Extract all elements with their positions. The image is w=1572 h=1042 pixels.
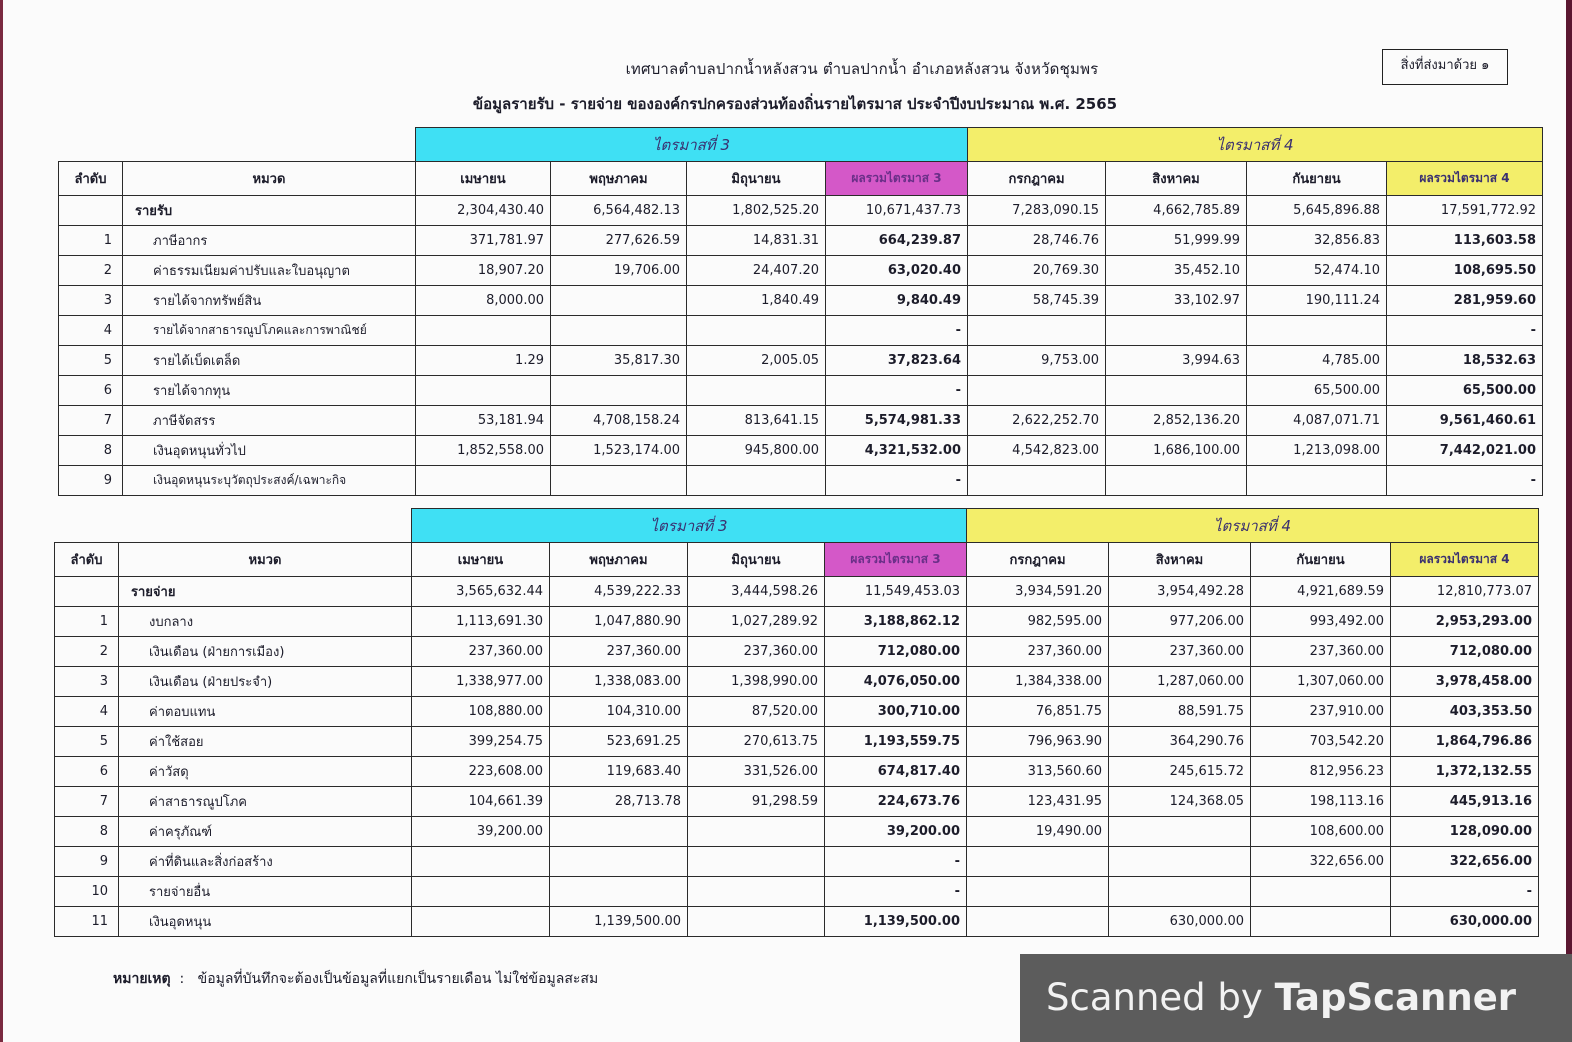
value-cell — [967, 847, 1109, 877]
value-cell: 28,713.78 — [550, 787, 688, 817]
col-header-category: หมวด — [123, 162, 416, 196]
value-cell: 313,560.60 — [967, 757, 1109, 787]
value-cell — [1106, 316, 1247, 346]
value-cell: 108,600.00 — [1251, 817, 1391, 847]
col-header-month: เมษายน — [416, 162, 551, 196]
income-total-row — [59, 196, 1543, 226]
value-cell: 630,000.00 — [1391, 907, 1539, 937]
value-cell: 2,852,136.20 — [1106, 406, 1247, 436]
value-cell — [412, 847, 550, 877]
value-cell: 399,254.75 — [412, 727, 550, 757]
col-header-no: ลำดับ — [59, 162, 123, 196]
col-header-month: กรกฎาคม — [968, 162, 1106, 196]
table-row — [55, 877, 1539, 907]
value-cell: 270,613.75 — [688, 727, 825, 757]
col-header-q4-total: ผลรวมไตรมาส 4 — [1387, 162, 1543, 196]
value-cell: 1,852,558.00 — [416, 436, 551, 466]
value-cell: - — [825, 877, 967, 907]
table-row — [55, 637, 1539, 667]
value-cell — [1247, 316, 1387, 346]
row-number: 3 — [55, 667, 119, 697]
value-cell: 237,910.00 — [1251, 697, 1391, 727]
value-cell: 124,368.05 — [1109, 787, 1251, 817]
table-row — [59, 436, 1543, 466]
value-cell: 9,840.49 — [826, 286, 968, 316]
row-number: 2 — [59, 256, 123, 286]
income-q4-header: ไตรมาสที่ 4 — [968, 128, 1543, 162]
value-cell: 1,113,691.30 — [412, 607, 550, 637]
col-header-no: ลำดับ — [55, 543, 119, 577]
col-header-q4-total: ผลรวมไตรมาส 4 — [1391, 543, 1539, 577]
value-cell — [688, 847, 825, 877]
category-label: รายได้เบ็ดเตล็ด — [123, 346, 416, 376]
row-number: 2 — [55, 637, 119, 667]
value-cell — [416, 316, 551, 346]
category-label: รายจ่ายอื่น — [119, 877, 412, 907]
col-header-month: สิงหาคม — [1106, 162, 1247, 196]
col-header-month: กันยายน — [1251, 543, 1391, 577]
value-cell: 9,753.00 — [968, 346, 1106, 376]
category-label: รายได้จากทรัพย์สิน — [123, 286, 416, 316]
table-row — [55, 817, 1539, 847]
expense-blank-corner — [55, 509, 412, 543]
value-cell — [687, 316, 826, 346]
value-cell — [551, 376, 687, 406]
value-cell: 813,641.15 — [687, 406, 826, 436]
category-label: ภาษีอากร — [123, 226, 416, 256]
expense-q4-header: ไตรมาสที่ 4 — [967, 509, 1539, 543]
total-value-cell: 4,662,785.89 — [1106, 196, 1247, 226]
value-cell — [1109, 877, 1251, 907]
value-cell: 113,603.58 — [1387, 226, 1543, 256]
value-cell — [551, 316, 687, 346]
col-header-category: หมวด — [119, 543, 412, 577]
value-cell: 24,407.20 — [687, 256, 826, 286]
value-cell: - — [1387, 316, 1543, 346]
value-cell: 445,913.16 — [1391, 787, 1539, 817]
value-cell: 1,307,060.00 — [1251, 667, 1391, 697]
value-cell: 630,000.00 — [1109, 907, 1251, 937]
value-cell: 1,338,083.00 — [550, 667, 688, 697]
value-cell: 277,626.59 — [551, 226, 687, 256]
value-cell: 1,523,174.00 — [551, 436, 687, 466]
value-cell: 712,080.00 — [825, 637, 967, 667]
value-cell: 91,298.59 — [688, 787, 825, 817]
category-label: งบกลาง — [119, 607, 412, 637]
value-cell: 119,683.40 — [550, 757, 688, 787]
value-cell: 1,027,289.92 — [688, 607, 825, 637]
value-cell — [688, 877, 825, 907]
row-number: 3 — [59, 286, 123, 316]
footnote-label: หมายเหตุ — [113, 971, 171, 987]
value-cell: 2,953,293.00 — [1391, 607, 1539, 637]
value-cell — [412, 877, 550, 907]
table-row — [59, 376, 1543, 406]
value-cell: 18,532.63 — [1387, 346, 1543, 376]
value-cell: 4,708,158.24 — [551, 406, 687, 436]
row-number: 8 — [59, 436, 123, 466]
expense-total-label: รายจ่าย — [119, 577, 412, 607]
value-cell: 4,087,071.71 — [1247, 406, 1387, 436]
value-cell: 1.29 — [416, 346, 551, 376]
value-cell — [968, 376, 1106, 406]
value-cell: 1,193,559.75 — [825, 727, 967, 757]
value-cell: 104,310.00 — [550, 697, 688, 727]
value-cell: - — [826, 316, 968, 346]
scanner-prefix: Scanned by — [1046, 976, 1275, 1019]
category-label: ค่าครุภัณฑ์ — [119, 817, 412, 847]
table-row — [59, 466, 1543, 496]
value-cell: 1,372,132.55 — [1391, 757, 1539, 787]
value-cell: 1,287,060.00 — [1109, 667, 1251, 697]
value-cell: 7,442,021.00 — [1387, 436, 1543, 466]
value-cell: 65,500.00 — [1247, 376, 1387, 406]
value-cell: 523,691.25 — [550, 727, 688, 757]
row-number — [55, 577, 119, 607]
value-cell: 108,880.00 — [412, 697, 550, 727]
expense-q3-header: ไตรมาสที่ 3 — [412, 509, 967, 543]
value-cell: 977,206.00 — [1109, 607, 1251, 637]
value-cell: 35,452.10 — [1106, 256, 1247, 286]
value-cell: 87,520.00 — [688, 697, 825, 727]
value-cell: 403,353.50 — [1391, 697, 1539, 727]
table-row — [59, 286, 1543, 316]
value-cell: 65,500.00 — [1387, 376, 1543, 406]
value-cell — [1109, 847, 1251, 877]
category-label: เงินเดือน (ฝ่ายการเมือง) — [119, 637, 412, 667]
value-cell: 4,785.00 — [1247, 346, 1387, 376]
value-cell — [968, 466, 1106, 496]
value-cell — [1109, 817, 1251, 847]
value-cell: 32,856.83 — [1247, 226, 1387, 256]
value-cell — [688, 907, 825, 937]
value-cell: 993,492.00 — [1251, 607, 1391, 637]
value-cell: 123,431.95 — [967, 787, 1109, 817]
value-cell: - — [826, 466, 968, 496]
row-number: 5 — [55, 727, 119, 757]
page-edge-right — [1566, 0, 1572, 1042]
col-header-month: พฤษภาคม — [551, 162, 687, 196]
value-cell: 3,188,862.12 — [825, 607, 967, 637]
value-cell: 58,745.39 — [968, 286, 1106, 316]
table-row — [55, 667, 1539, 697]
table-row — [59, 406, 1543, 436]
row-number: 10 — [55, 877, 119, 907]
value-cell: 128,090.00 — [1391, 817, 1539, 847]
value-cell: - — [826, 376, 968, 406]
value-cell: 88,591.75 — [1109, 697, 1251, 727]
total-value-cell: 11,549,453.03 — [825, 577, 967, 607]
col-header-month: กรกฎาคม — [967, 543, 1109, 577]
value-cell: 371,781.97 — [416, 226, 551, 256]
value-cell: 8,000.00 — [416, 286, 551, 316]
value-cell — [1251, 907, 1391, 937]
value-cell: 190,111.24 — [1247, 286, 1387, 316]
value-cell: 245,615.72 — [1109, 757, 1251, 787]
table-row — [55, 847, 1539, 877]
value-cell: - — [1387, 466, 1543, 496]
table-row — [55, 697, 1539, 727]
row-number: 9 — [55, 847, 119, 877]
value-cell — [687, 376, 826, 406]
category-label: เงินอุดหนุนระบุวัตถุประสงค์/เฉพาะกิจ — [123, 466, 416, 496]
value-cell: 322,656.00 — [1251, 847, 1391, 877]
document-title: เทศบาลตำบลปากน้ำหลังสวน ตำบลปากน้ำ อำเภอหลังสวน จังหวัดชุมพร — [625, 60, 1099, 78]
col-header-month: กันยายน — [1247, 162, 1387, 196]
value-cell: 982,595.00 — [967, 607, 1109, 637]
row-number: 7 — [55, 787, 119, 817]
total-value-cell: 7,283,090.15 — [968, 196, 1106, 226]
value-cell — [687, 466, 826, 496]
col-header-month: พฤษภาคม — [550, 543, 688, 577]
total-value-cell: 4,539,222.33 — [550, 577, 688, 607]
value-cell — [967, 877, 1109, 907]
total-value-cell: 3,954,492.28 — [1109, 577, 1251, 607]
table-row — [59, 226, 1543, 256]
row-number: 6 — [55, 757, 119, 787]
value-cell: 39,200.00 — [412, 817, 550, 847]
value-cell: 945,800.00 — [687, 436, 826, 466]
value-cell — [967, 907, 1109, 937]
scanner-brand: TapScanner — [1274, 976, 1517, 1019]
value-cell: 1,047,880.90 — [550, 607, 688, 637]
value-cell: 796,963.90 — [967, 727, 1109, 757]
value-cell: 5,574,981.33 — [826, 406, 968, 436]
total-value-cell: 2,304,430.40 — [416, 196, 551, 226]
row-number: 4 — [59, 316, 123, 346]
footnote-text: ข้อมูลที่บันทึกจะต้องเป็นข้อมูลที่แยกเป็นรายเดือน ไม่ใช่ข้อมูลสะสม — [197, 971, 599, 987]
value-cell: - — [1391, 877, 1539, 907]
category-label: ค่าตอบแทน — [119, 697, 412, 727]
expense-total-row — [55, 577, 1539, 607]
value-cell: 3,994.63 — [1106, 346, 1247, 376]
table-row — [55, 787, 1539, 817]
col-header-month: เมษายน — [412, 543, 550, 577]
value-cell — [968, 316, 1106, 346]
scanner-watermark — [1020, 954, 1572, 1042]
value-cell: 237,360.00 — [1109, 637, 1251, 667]
value-cell — [1106, 376, 1247, 406]
row-number: 5 — [59, 346, 123, 376]
total-value-cell: 5,645,896.88 — [1247, 196, 1387, 226]
value-cell — [1106, 466, 1247, 496]
value-cell: 674,817.40 — [825, 757, 967, 787]
value-cell: 237,360.00 — [412, 637, 550, 667]
total-value-cell: 3,934,591.20 — [967, 577, 1109, 607]
value-cell — [1247, 466, 1387, 496]
col-header-q3-total: ผลรวมไตรมาส 3 — [826, 162, 968, 196]
value-cell: 37,823.64 — [826, 346, 968, 376]
table-row — [59, 316, 1543, 346]
value-cell: 237,360.00 — [550, 637, 688, 667]
row-number: 9 — [59, 466, 123, 496]
value-cell: 331,526.00 — [688, 757, 825, 787]
row-number: 6 — [59, 376, 123, 406]
value-cell: 703,542.20 — [1251, 727, 1391, 757]
value-cell: 198,113.16 — [1251, 787, 1391, 817]
page-edge-left — [0, 0, 3, 1042]
total-value-cell: 3,565,632.44 — [412, 577, 550, 607]
value-cell: 108,695.50 — [1387, 256, 1543, 286]
value-cell: 1,139,500.00 — [550, 907, 688, 937]
row-number — [59, 196, 123, 226]
value-cell — [412, 907, 550, 937]
value-cell: 35,817.30 — [551, 346, 687, 376]
value-cell: 4,321,532.00 — [826, 436, 968, 466]
value-cell: 39,200.00 — [825, 817, 967, 847]
value-cell: 3,978,458.00 — [1391, 667, 1539, 697]
table-row — [59, 256, 1543, 286]
col-header-month: สิงหาคม — [1109, 543, 1251, 577]
value-cell — [550, 877, 688, 907]
value-cell: 224,673.76 — [825, 787, 967, 817]
category-label: ภาษีจัดสรร — [123, 406, 416, 436]
category-label: เงินอุดหนุนทั่วไป — [123, 436, 416, 466]
table-row — [59, 346, 1543, 376]
category-label: ค่าสาธารณูปโภค — [119, 787, 412, 817]
value-cell — [551, 286, 687, 316]
total-value-cell: 4,921,689.59 — [1251, 577, 1391, 607]
row-number: 7 — [59, 406, 123, 436]
category-label: รายได้จากทุน — [123, 376, 416, 406]
table-row — [55, 727, 1539, 757]
row-number: 11 — [55, 907, 119, 937]
value-cell — [688, 817, 825, 847]
value-cell: 364,290.76 — [1109, 727, 1251, 757]
value-cell — [416, 376, 551, 406]
value-cell: 53,181.94 — [416, 406, 551, 436]
total-value-cell: 10,671,437.73 — [826, 196, 968, 226]
total-value-cell: 12,810,773.07 — [1391, 577, 1539, 607]
table-row — [55, 607, 1539, 637]
income-table — [58, 127, 1543, 496]
value-cell: 18,907.20 — [416, 256, 551, 286]
value-cell: 812,956.23 — [1251, 757, 1391, 787]
value-cell: 52,474.10 — [1247, 256, 1387, 286]
value-cell: 4,542,823.00 — [968, 436, 1106, 466]
value-cell: 9,561,460.61 — [1387, 406, 1543, 436]
value-cell: 1,840.49 — [687, 286, 826, 316]
row-number: 1 — [55, 607, 119, 637]
value-cell: 104,661.39 — [412, 787, 550, 817]
row-number: 8 — [55, 817, 119, 847]
value-cell: 237,360.00 — [688, 637, 825, 667]
col-header-q3-total: ผลรวมไตรมาส 3 — [825, 543, 967, 577]
value-cell: 237,360.00 — [967, 637, 1109, 667]
category-label: เงินเดือน (ฝ่ายประจำ) — [119, 667, 412, 697]
value-cell: 2,005.05 — [687, 346, 826, 376]
document-subtitle: ข้อมูลรายรับ - รายจ่าย ขององค์กรปกครองส่วนท้องถิ่นรายไตรมาส ประจำปีงบประมาณ พ.ศ. 2565 — [472, 95, 1118, 113]
value-cell: 1,686,100.00 — [1106, 436, 1247, 466]
value-cell: 300,710.00 — [825, 697, 967, 727]
category-label: ค่าธรรมเนียมค่าปรับและใบอนุญาต — [123, 256, 416, 286]
value-cell: 281,959.60 — [1387, 286, 1543, 316]
value-cell: 1,338,977.00 — [412, 667, 550, 697]
income-blank-corner — [59, 128, 416, 162]
col-header-month: มิถุนายน — [687, 162, 826, 196]
value-cell: 1,384,338.00 — [967, 667, 1109, 697]
value-cell: 1,139,500.00 — [825, 907, 967, 937]
value-cell — [1251, 877, 1391, 907]
col-header-month: มิถุนายน — [688, 543, 825, 577]
value-cell: 51,999.99 — [1106, 226, 1247, 256]
value-cell: 664,239.87 — [826, 226, 968, 256]
value-cell — [550, 847, 688, 877]
value-cell — [551, 466, 687, 496]
total-value-cell: 17,591,772.92 — [1387, 196, 1543, 226]
total-value-cell: 3,444,598.26 — [688, 577, 825, 607]
value-cell: 2,622,252.70 — [968, 406, 1106, 436]
expense-table — [54, 508, 1539, 937]
value-cell: 223,608.00 — [412, 757, 550, 787]
value-cell: 4,076,050.00 — [825, 667, 967, 697]
value-cell: 237,360.00 — [1251, 637, 1391, 667]
value-cell: 322,656.00 — [1391, 847, 1539, 877]
table-row — [55, 907, 1539, 937]
total-value-cell: 1,802,525.20 — [687, 196, 826, 226]
value-cell: 14,831.31 — [687, 226, 826, 256]
table-row — [55, 757, 1539, 787]
value-cell: 19,706.00 — [551, 256, 687, 286]
footnote-separator: : — [175, 971, 194, 987]
value-cell: 20,769.30 — [968, 256, 1106, 286]
attachment-label-box: สิ่งที่ส่งมาด้วย ๑ — [1382, 49, 1508, 85]
value-cell: 76,851.75 — [967, 697, 1109, 727]
value-cell: 1,213,098.00 — [1247, 436, 1387, 466]
category-label: ค่าใช้สอย — [119, 727, 412, 757]
row-number: 4 — [55, 697, 119, 727]
category-label: รายได้จากสาธารณูปโภคและการพาณิชย์ — [123, 316, 416, 346]
value-cell: 63,020.40 — [826, 256, 968, 286]
income-q3-header: ไตรมาสที่ 3 — [416, 128, 968, 162]
footnote — [113, 968, 598, 990]
value-cell: 712,080.00 — [1391, 637, 1539, 667]
value-cell: 33,102.97 — [1106, 286, 1247, 316]
value-cell: 19,490.00 — [967, 817, 1109, 847]
value-cell: 1,398,990.00 — [688, 667, 825, 697]
value-cell: 1,864,796.86 — [1391, 727, 1539, 757]
row-number: 1 — [59, 226, 123, 256]
value-cell — [550, 817, 688, 847]
category-label: ค่าที่ดินและสิ่งก่อสร้าง — [119, 847, 412, 877]
value-cell — [416, 466, 551, 496]
category-label: ค่าวัสดุ — [119, 757, 412, 787]
value-cell: - — [825, 847, 967, 877]
category-label: เงินอุดหนุน — [119, 907, 412, 937]
total-value-cell: 6,564,482.13 — [551, 196, 687, 226]
income-total-label: รายรับ — [123, 196, 416, 226]
value-cell: 28,746.76 — [968, 226, 1106, 256]
